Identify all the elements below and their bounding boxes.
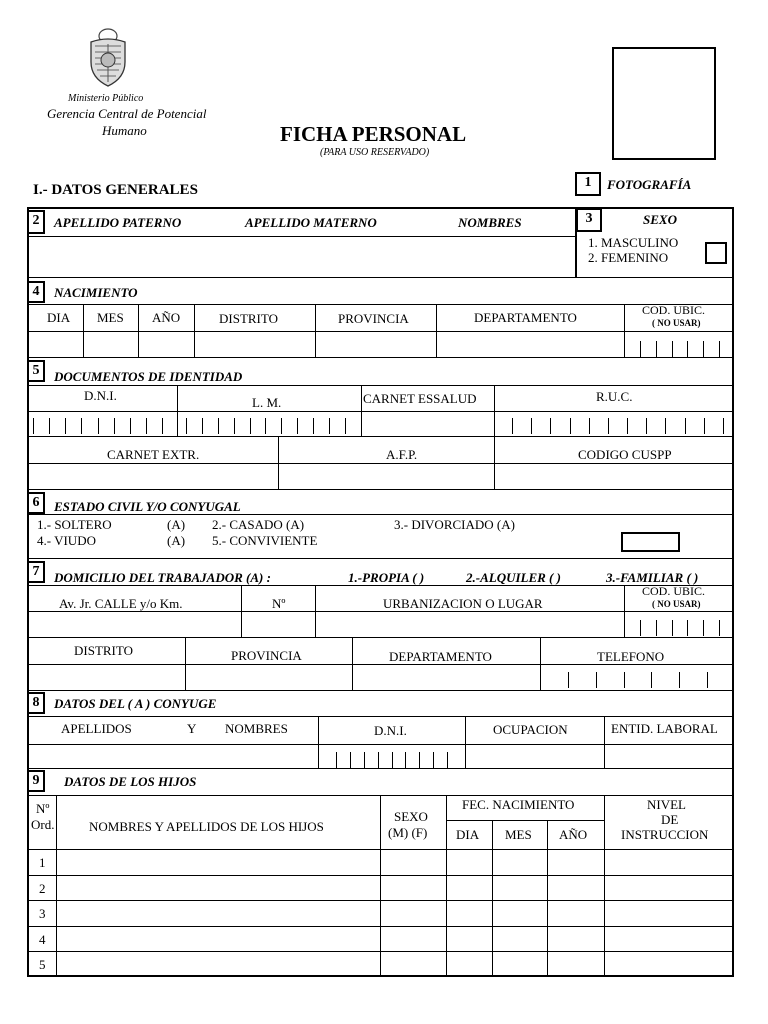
- office-name-line1: Gerencia Central de Potencial: [47, 106, 207, 121]
- label-dom-telefono: TELEFONO: [597, 649, 665, 664]
- label-children-sexo-mf: (M) (F): [388, 825, 428, 840]
- civil-number: 6: [27, 492, 45, 514]
- label-spouse-ocupacion: OCUPACION: [493, 722, 568, 737]
- sex-number: 3: [576, 208, 602, 232]
- child-row-divider: [27, 951, 734, 952]
- label-spouse-nombres: NOMBRES: [225, 721, 288, 736]
- label-sexo: SEXO: [643, 212, 677, 227]
- label-children-de: DE: [661, 812, 679, 827]
- child-row-number: 5: [39, 957, 46, 972]
- label-children-mes: MES: [505, 827, 532, 842]
- civil-option-viudo-a: (A): [167, 533, 186, 548]
- label-familiar: 3.-FAMILIAR ( ): [606, 570, 699, 585]
- child-row-divider: [27, 926, 734, 927]
- section-general-title: I.- DATOS GENERALES: [33, 182, 198, 198]
- dni-ticks: [33, 418, 163, 434]
- label-birth-mes: MES: [97, 310, 124, 325]
- ruc-ticks: [512, 418, 724, 434]
- label-propia: 1.-PROPIA ( ): [348, 570, 425, 585]
- label-dni: D.N.I.: [84, 388, 117, 403]
- label-carnet-extr: CARNET EXTR.: [107, 447, 200, 462]
- photo-number: 1: [575, 172, 601, 196]
- label-nacimiento: NACIMIENTO: [54, 285, 138, 300]
- domicile-number: 7: [27, 561, 45, 583]
- label-domicile-no-usar: ( NO USAR): [652, 599, 701, 609]
- label-children-sexo: SEXO: [394, 809, 428, 824]
- label-numero: Nº: [272, 596, 286, 611]
- sex-option-femenino[interactable]: 2. FEMENINO: [588, 250, 669, 265]
- birth-number: 4: [27, 281, 45, 303]
- label-children-anio: AÑO: [559, 827, 588, 842]
- label-urbanizacion: URBANIZACION O LUGAR: [383, 596, 543, 611]
- label-birth-no-usar: ( NO USAR): [652, 318, 701, 328]
- label-birth-cod-ubic: COD. UBIC.: [642, 303, 706, 317]
- civil-option-conviviente: 5.- CONVIVIENTE: [212, 533, 318, 548]
- label-children-dia: DIA: [456, 827, 480, 842]
- label-children-instruccion: INSTRUCCION: [621, 827, 709, 842]
- label-nombres: NOMBRES: [458, 215, 522, 230]
- label-domicilio: DOMICILIO DEL TRABAJADOR (A) :: [54, 570, 271, 585]
- label-nord-2: Ord.: [31, 817, 55, 832]
- label-spouse-entidad: ENTID. LABORAL: [611, 721, 718, 736]
- label-essalud: CARNET ESSALUD: [363, 391, 477, 406]
- label-domicile-cod-ubic: COD. UBIC.: [642, 584, 706, 598]
- civil-status-box[interactable]: [621, 532, 680, 552]
- child-row-number: 1: [39, 855, 46, 870]
- docs-number: 5: [27, 360, 45, 382]
- label-children-nivel: NIVEL: [647, 797, 686, 812]
- label-apellido-materno: APELLIDO MATERNO: [245, 215, 377, 230]
- domicile-code-ticks: [640, 620, 720, 636]
- lm-ticks: [186, 418, 346, 434]
- label-birth-dia: DIA: [47, 310, 71, 325]
- label-spouse-apellidos: APELLIDOS: [61, 721, 132, 736]
- label-dom-provincia: PROVINCIA: [231, 648, 302, 663]
- label-birth-anio: AÑO: [152, 310, 181, 325]
- label-documentos: DOCUMENTOS DE IDENTIDAD: [54, 369, 243, 384]
- label-nord-1: Nº: [36, 801, 50, 816]
- names-number: 2: [27, 210, 45, 234]
- office-name-line2: Humano: [102, 123, 147, 138]
- photo-box: [612, 47, 716, 160]
- label-afp: A.F.P.: [386, 447, 418, 462]
- label-children-fec: FEC. NACIMIENTO: [462, 797, 575, 812]
- phone-ticks: [568, 672, 708, 688]
- birth-code-ticks: [640, 341, 720, 357]
- label-alquiler: 2.-ALQUILER ( ): [466, 570, 561, 585]
- label-spouse-y: Y: [187, 721, 197, 736]
- spouse-number: 8: [27, 692, 45, 714]
- label-dom-departamento: DEPARTAMENTO: [389, 649, 492, 664]
- civil-option-divorciado: 3.- DIVORCIADO (A): [394, 517, 515, 532]
- label-cuspp: CODIGO CUSPP: [578, 447, 672, 462]
- civil-option-casado: 2.- CASADO (A): [212, 517, 305, 532]
- ministry-name: Ministerio Público: [68, 93, 144, 104]
- civil-option-soltero-a: (A): [167, 517, 186, 532]
- spouse-dni-ticks: [336, 752, 448, 768]
- label-estado-civil: ESTADO CIVIL Y/O CONYUGAL: [54, 499, 241, 514]
- sex-checkbox[interactable]: [705, 242, 727, 264]
- civil-option-soltero: 1.- SOLTERO: [37, 517, 112, 532]
- label-spouse-dni: D.N.I.: [374, 723, 407, 738]
- sex-option-masculino: 1. MASCULINO: [588, 235, 679, 250]
- ministry-seal-icon: [85, 26, 131, 88]
- label-birth-provincia: PROVINCIA: [338, 311, 409, 326]
- label-calle: Av. Jr. CALLE y/o Km.: [59, 596, 183, 611]
- label-children-names: NOMBRES Y APELLIDOS DE LOS HIJOS: [89, 819, 324, 834]
- civil-option-viudo: 4.- VIUDO: [37, 533, 96, 548]
- label-ruc: R.U.C.: [596, 389, 633, 404]
- child-row-divider: [27, 900, 734, 901]
- child-row-number: 4: [39, 931, 46, 947]
- photo-label: FOTOGRAFÍA: [607, 177, 692, 192]
- label-hijos: DATOS DE LOS HIJOS: [64, 774, 197, 789]
- label-lm: L. M.: [252, 395, 282, 410]
- children-number: 9: [27, 770, 45, 792]
- page-subtitle: (PARA USO RESERVADO): [320, 147, 430, 158]
- label-conyuge: DATOS DEL ( A ) CONYUGE: [54, 696, 217, 711]
- page-title: FICHA PERSONAL: [280, 122, 467, 146]
- label-dom-distrito: DISTRITO: [74, 643, 133, 658]
- label-apellido-paterno: APELLIDO PATERNO: [54, 215, 182, 230]
- child-row-number: 3: [39, 906, 46, 921]
- child-row-number: 2: [39, 880, 46, 896]
- child-row-divider: [27, 875, 734, 876]
- label-birth-departamento: DEPARTAMENTO: [474, 310, 577, 325]
- label-birth-distrito: DISTRITO: [219, 311, 278, 326]
